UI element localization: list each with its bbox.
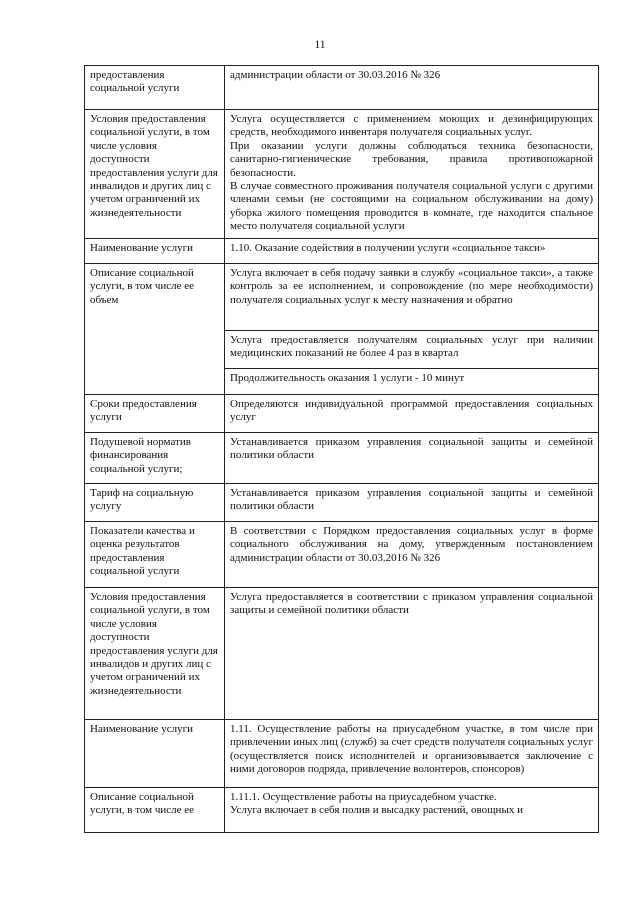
row-value-extra: Продолжительность оказания 1 услуги - 10 минут	[225, 369, 599, 395]
page-number: 11	[314, 39, 326, 51]
row-label: Наименование услуги	[85, 720, 225, 788]
row-value: Услуга предоставляется в соответствии с приказом управления социальной защиты и семейной политики области	[225, 588, 599, 720]
table-row	[85, 522, 599, 588]
row-value: 1.10. Оказание содействия в получении услуги «социальное такси»	[225, 239, 599, 264]
table-row	[85, 588, 599, 720]
row-label: Условия предоставления социальной услуги, в том числе условия доступности предоставления услуги для инвалидов и других лиц с учетом ограничений их жизнедеятельности	[85, 110, 225, 239]
services-table	[84, 65, 599, 833]
row-value-extra: Услуга предоставляется получателям социальных услуг при наличии медицинских показаний не более 4 раз в квартал	[225, 331, 599, 369]
row-label: Наименование услуги	[85, 239, 225, 264]
table-row	[85, 788, 599, 833]
table-row	[85, 239, 599, 264]
row-value: Определяются индивидуальной программой предоставления социальных услуг	[225, 395, 599, 433]
row-label: Подушевой норматив финансирования социальной услуги;	[85, 433, 225, 484]
row-value: Услуга осуществляется с применением моющих и дезинфицирующих средств, необходимого инвентаря получателя социальных услуг. При оказании услуги должны соблюдаться техника безопасности, санитарно-гигиенические требования, правила противопожарной безопасности. В случае совместного проживания получателя социальной услуги с другими членами семьи (не состоящими на социальном обслуживании на дому) уборка жилого помещения проводится в комнате, где находится спальное место получателя социальной услуги	[225, 110, 599, 239]
table-row	[85, 395, 599, 433]
table-row	[85, 264, 599, 331]
row-label: Условия предоставления социальной услуги, в том числе условия доступности предоставления услуги для инвалидов и других лиц с учетом ограничений их жизнедеятельности	[85, 588, 225, 720]
table-row	[85, 433, 599, 484]
row-label: предоставления социальной услуги	[85, 66, 225, 110]
row-value: Устанавливается приказом управления социальной защиты и семейной политики области	[225, 433, 599, 484]
table-row	[85, 110, 599, 239]
row-label: Тариф на социальную услугу	[85, 484, 225, 522]
table-row	[85, 66, 599, 110]
row-value: 1.11.1. Осуществление работы на приусадебном участке. Услуга включает в себя полив и высадку растений, овощных и	[225, 788, 599, 833]
row-label: Описание социальной услуги, в том числе ее объем	[85, 264, 225, 395]
table-row	[85, 720, 599, 788]
row-label: Описание социальной услуги, в том числе ее	[85, 788, 225, 833]
row-value: В соответствии с Порядком предоставления социальных услуг в форме социального обслуживания на дому, утвержденным постановлением администрации области от 30.03.2016 № 326	[225, 522, 599, 588]
row-value: 1.11. Осуществление работы на приусадебном участке, в том числе при привлечении иных лиц (служб) за счет средств получателя социальных услуг (осуществляется поиск исполнителей и организовывается заключение с ними договоров подряда, привлечение волонтеров, спонсоров)	[225, 720, 599, 788]
table-row	[85, 484, 599, 522]
row-value: Устанавливается приказом управления социальной защиты и семейной политики области	[225, 484, 599, 522]
row-value: администрации области от 30.03.2016 № 326	[225, 66, 599, 110]
row-value: Услуга включает в себя подачу заявки в службу «социальное такси», а также контроль за ее исполнением, и сопровождение (по мере необходимости) получателя социальных услуг к месту назначения и обратно	[225, 264, 599, 331]
row-label: Показатели качества и оценка результатов предоставления социальной услуги	[85, 522, 225, 588]
row-label: Сроки предоставления услуги	[85, 395, 225, 433]
